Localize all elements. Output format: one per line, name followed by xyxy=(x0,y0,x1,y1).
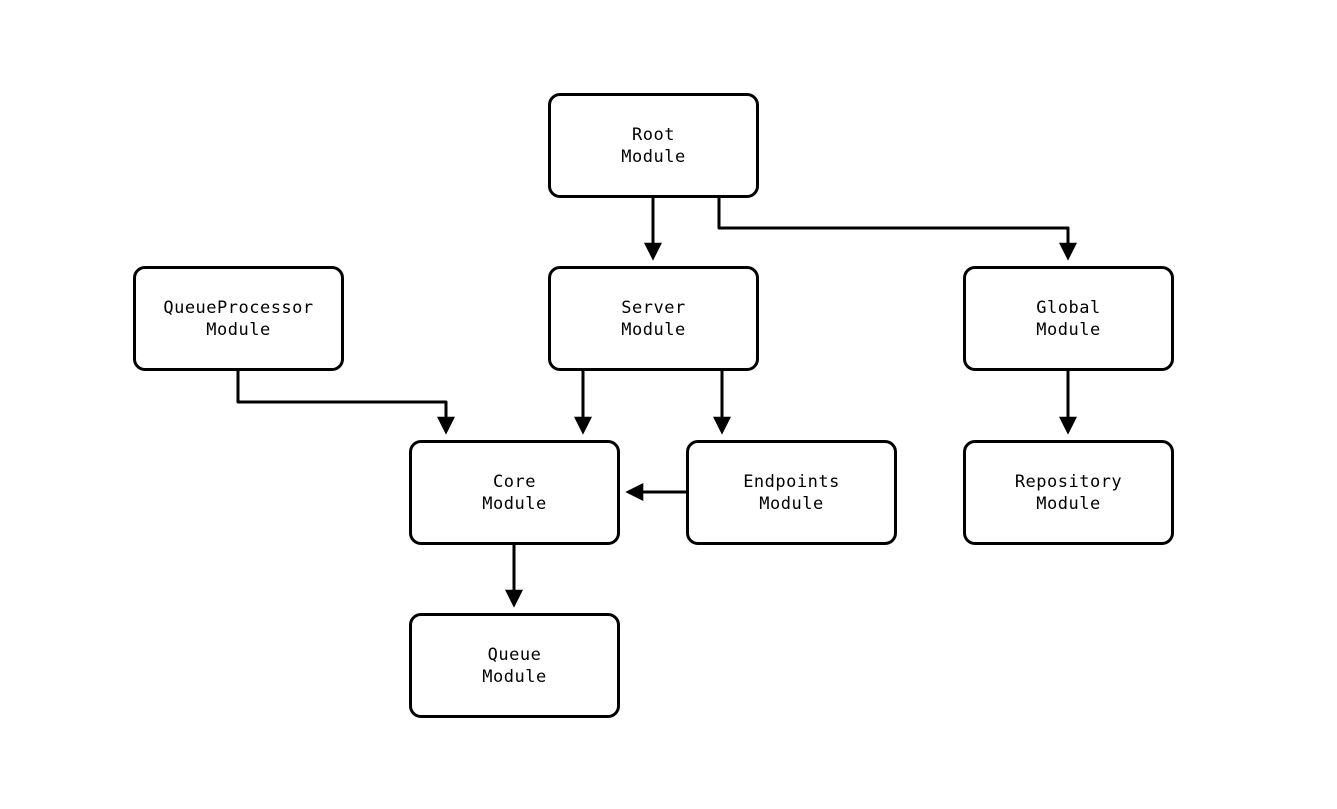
node-queueprocessor-module-label-line1: QueueProcessor xyxy=(163,297,314,318)
node-queue-module[interactable] xyxy=(409,613,620,718)
edge-queueprocessor-to-core xyxy=(238,371,446,432)
node-server-module-label-line1: Server xyxy=(621,297,686,318)
node-queue-module-label-line1: Queue xyxy=(487,644,542,665)
node-repository-module[interactable] xyxy=(963,440,1174,545)
node-queueprocessor-module-label-line2: Module xyxy=(206,319,271,340)
node-root-module[interactable] xyxy=(548,93,759,198)
node-queue-module-label-line2: Module xyxy=(482,666,547,687)
node-root-module-label-line1: Root xyxy=(632,124,675,145)
node-server-module-label-line2: Module xyxy=(621,319,686,340)
node-repository-module-label-line1: Repository xyxy=(1014,471,1123,492)
node-root-module-label-line2: Module xyxy=(621,146,686,167)
node-core-module[interactable] xyxy=(409,440,620,545)
node-global-module-label-line2: Module xyxy=(1036,319,1101,340)
node-server-module[interactable] xyxy=(548,266,759,371)
node-global-module-label-line1: Global xyxy=(1036,297,1101,318)
node-endpoints-module[interactable] xyxy=(686,440,897,545)
node-core-module-label-line1: Core xyxy=(493,471,536,492)
node-endpoints-module-label-line2: Module xyxy=(759,493,824,514)
node-core-module-label-line2: Module xyxy=(482,493,547,514)
node-endpoints-module-label-line1: Endpoints xyxy=(743,471,840,492)
edge-root-to-global xyxy=(719,198,1068,258)
node-repository-module-label-line2: Module xyxy=(1036,493,1101,514)
node-global-module[interactable] xyxy=(963,266,1174,371)
node-queueprocessor-module[interactable] xyxy=(133,266,344,371)
